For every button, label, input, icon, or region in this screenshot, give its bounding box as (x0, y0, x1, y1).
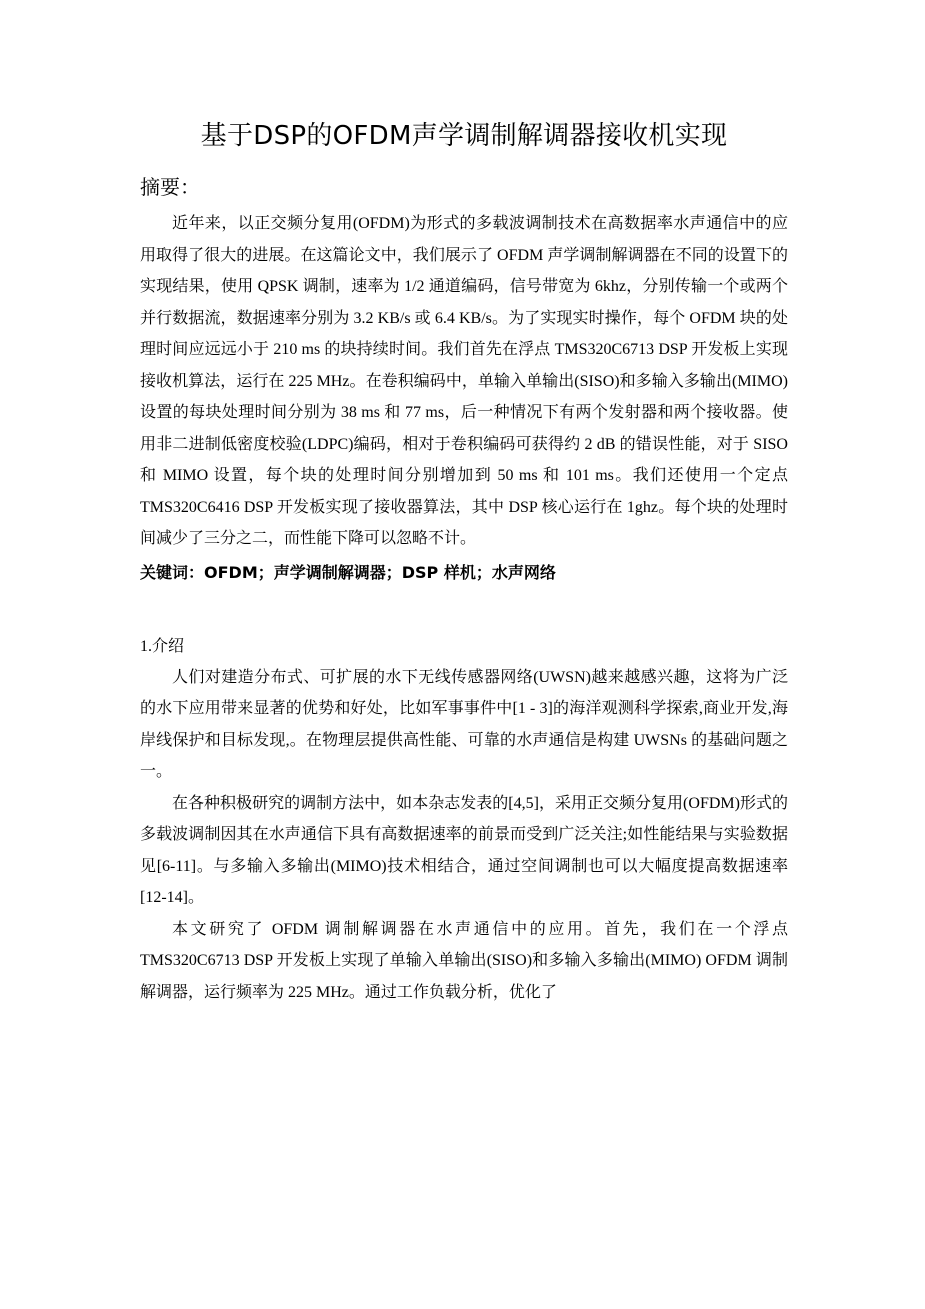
intro-paragraph-2: 在各种积极研究的调制方法中，如本杂志发表的[4,5]，采用正交频分复用(OFDM)形式的多载波调制因其在水声通信下具有高数据速率的前景而受到广泛关注;如性能结果与实验数据见[6-11]。与多输入多输出(MIMO)技术相结合，通过空间调制也可以大幅度提高数据速率[12-14]。 (140, 794, 788, 906)
section-heading-introduction: 1.介绍 (140, 637, 185, 655)
document-page (140, 114, 788, 1008)
intro-paragraph-1: 人们对建造分布式、可扩展的水下无线传感器网络(UWSN)越来越感兴趣，这将为广泛的水下应用带来显著的优势和好处，比如军事事件中[1 - 3]的海洋观测科学探索,商业开发,海岸线保护和目标发现,。在物理层提供高性能、可靠的水声通信是构建 UWSNs 的基础问题之一。 (140, 668, 788, 780)
intro-paragraph-3: 本文研究了 OFDM 调制解调器在水声通信中的应用。首先，我们在一个浮点 TMS320C6713 DSP 开发板上实现了单输入单输出(SISO)和多输入多输出(MIMO) OFDM 调制解调器，运行频率为 225 MHz。通过工作负载分析，优化了 (140, 920, 788, 1001)
keywords-line: 关键词：OFDM；声学调制解调器；DSP 样机；水声网络 (140, 562, 556, 582)
abstract-paragraph: 近年来，以正交频分复用(OFDM)为形式的多载波调制技术在高数据率水声通信中的应用取得了很大的进展。在这篇论文中，我们展示了 OFDM 声学调制解调器在不同的设置下的实现结果，使用 QPSK 调制，速率为 1/2 通道编码，信号带宽为 6khz，分别传输一个或两个并行数据流，数据速率分别为 3.2 KB/s 或 6.4 KB/s。为了实现实时操作，每个 OFDM 块的处理时间应远远小于 210 ms 的块持续时间。我们首先在浮点 TMS320C6713 DSP 开发板上实现接收机算法，运行在 225 MHz。在卷积编码中，单输入单输出(SISO)和多输入多输出(MIMO)设置的每块处理时间分别为 38 ms 和 77 ms，后一种情况下有两个发射器和两个接收器。使用非二进制低密度校验(LDPC)编码，相对于卷积编码可获得约 2 dB 的错误性能，对于 SISO 和 MIMO 设置，每个块的处理时间分别增加到 50 ms 和 101 ms。我们还使用一个定点 TMS320C6416 DSP 开发板实现了接收器算法，其中 DSP 核心运行在 1ghz。每个块的处理时间减少了三分之二，而性能下降可以忽略不计。 (140, 215, 788, 547)
paper-title: 基于DSP的OFDM声学调制解调器接收机实现 (200, 121, 728, 151)
abstract-heading: 摘要： (140, 175, 200, 199)
